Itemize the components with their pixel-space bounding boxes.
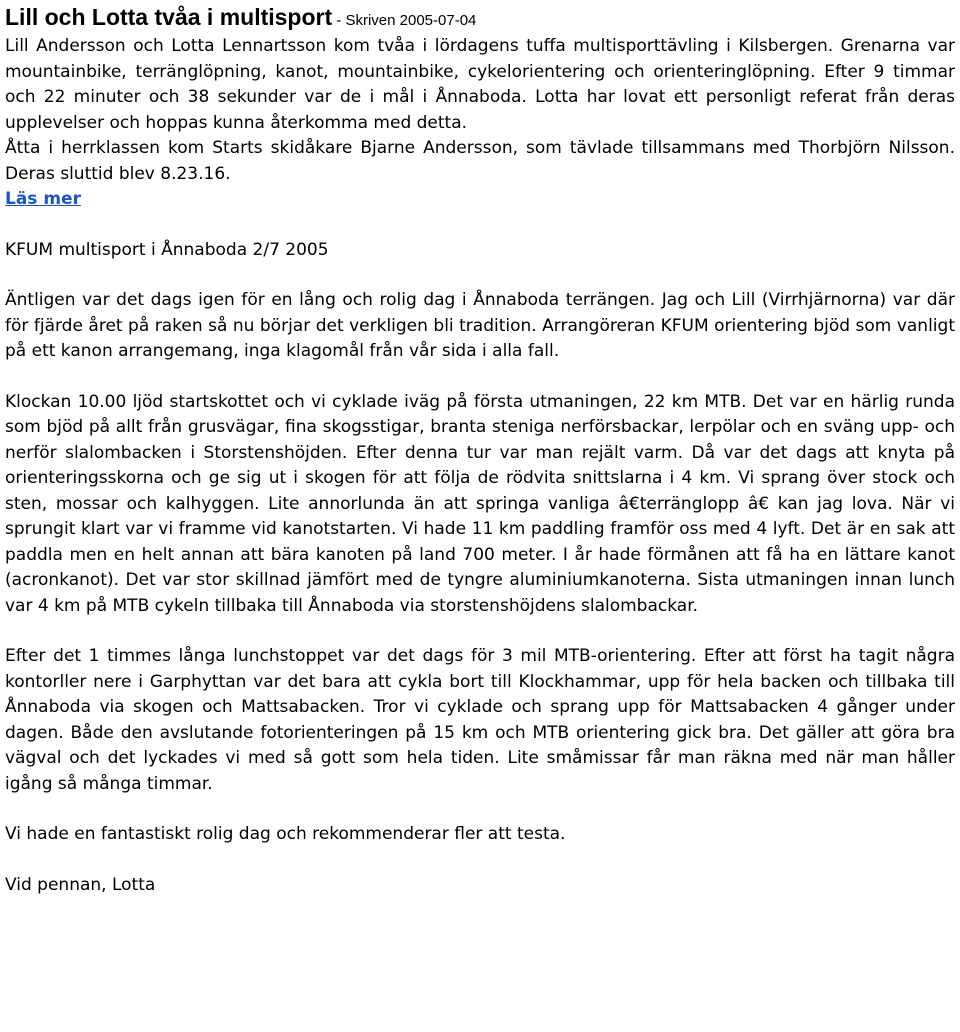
article-title: Lill och Lotta tvåa i multisport <box>5 4 333 30</box>
read-more-link[interactable]: Läs mer <box>5 189 81 209</box>
article-intro: Lill Andersson och Lotta Lennartsson kom tvåa i lördagens tuffa multisporttävling i Kilsbergen. Grenarna var mountainbike, terränglöpning, kanot, mountainbike, cykelorientering och orienteringlöpning. Efter 9 timmar och 22 minuter och 38 sekunder var de i mål i Ånnaboda. Lotta har lovat ett personligt referat från deras upplevelser och hoppas kunna återkomma med detta. <box>5 36 955 133</box>
read-more-line <box>5 187 955 213</box>
report-paragraph-3: Efter det 1 timmes långa lunchstoppet var det dags för 3 mil MTB-orientering. Efter att först ha tagit några kontorller nere i Garphyttan var det bara att cykla bort till Klockhammar, upp för hela backen och tillbaka till Ånnaboda via skogen och Mattsabacken. Tror vi cyklade och sprang upp för Mattsabacken 4 gånger under dagen. Både den avslutande fotorienteringen på 15 km och MTB orientering gick bra. Det gäller att göra bra vägval och det lyckades vi med så gott som hela tiden. Lite småmissar får man räkna med när man håller igång så många timmar. <box>5 646 955 794</box>
report-signature: Vid pennan, Lotta <box>5 874 156 895</box>
report-paragraph-2: Klockan 10.00 ljöd startskottet och vi cyklade iväg på första utmaningen, 22 km MTB. Det var en härlig runda som bjöd på allt från grusvägar, fina skogsstigar, branta steniga nerförsbackar, lerpölar och en sväng upp- och nerför slalombacken i Storstenshöjden. Efter denna tur var man rejält varm. Då var det dags att knyta på orienteringsskorna och ge sig ut i skogen för att följa de rödvita snittslarna i 4 km. Vi sprang över stock och sten, mossar och kalhyggen. Lite annorlunda än att springa vanliga â€terränglopp â€ kan jag lova. När vi sprungit klart var vi framme vid kanotstarten. Vi hade 11 km paddling framför oss med 4 lyft. Det är en sak att paddla men en helt annan att bära kanoten på land 700 meter. I år hade förmånen att få ha en lättare kanot (acronkanot). Det var stor skillnad jämfört med de tyngre aluminiumkanoterna. Sista utmaningen innan lunch var 4 km på MTB cykeln tillbaka till Ånnaboda via storstenshöjdens slalombackar. <box>5 391 955 616</box>
article-intro-2: Åtta i herrklassen kom Starts skidåkare Bjarne Andersson, som tävlade tillsammans med Thorbjörn Nilsson. Deras sluttid blev 8.23.16. <box>5 138 955 184</box>
article-header <box>5 4 955 34</box>
report-heading: KFUM multisport i Ånnaboda 2/7 2005 <box>5 239 329 260</box>
report-paragraph-4: Vi hade en fantastiskt rolig dag och rekommenderar fler att testa. <box>5 824 566 844</box>
article-date: - Skriven 2005-07-04 <box>332 12 477 29</box>
report-paragraph-1: Äntligen var det dags igen för en lång och rolig dag i Ånnaboda terrängen. Jag och Lill (Virrhjärnorna) var där för fjärde året på raken så nu börjar det verkligen bli tradition. Arrangöreran KFUM orientering bjöd som vanligt på ett kanon arrangemang, inga klagomål från vår sida i alla fall. <box>5 290 955 361</box>
